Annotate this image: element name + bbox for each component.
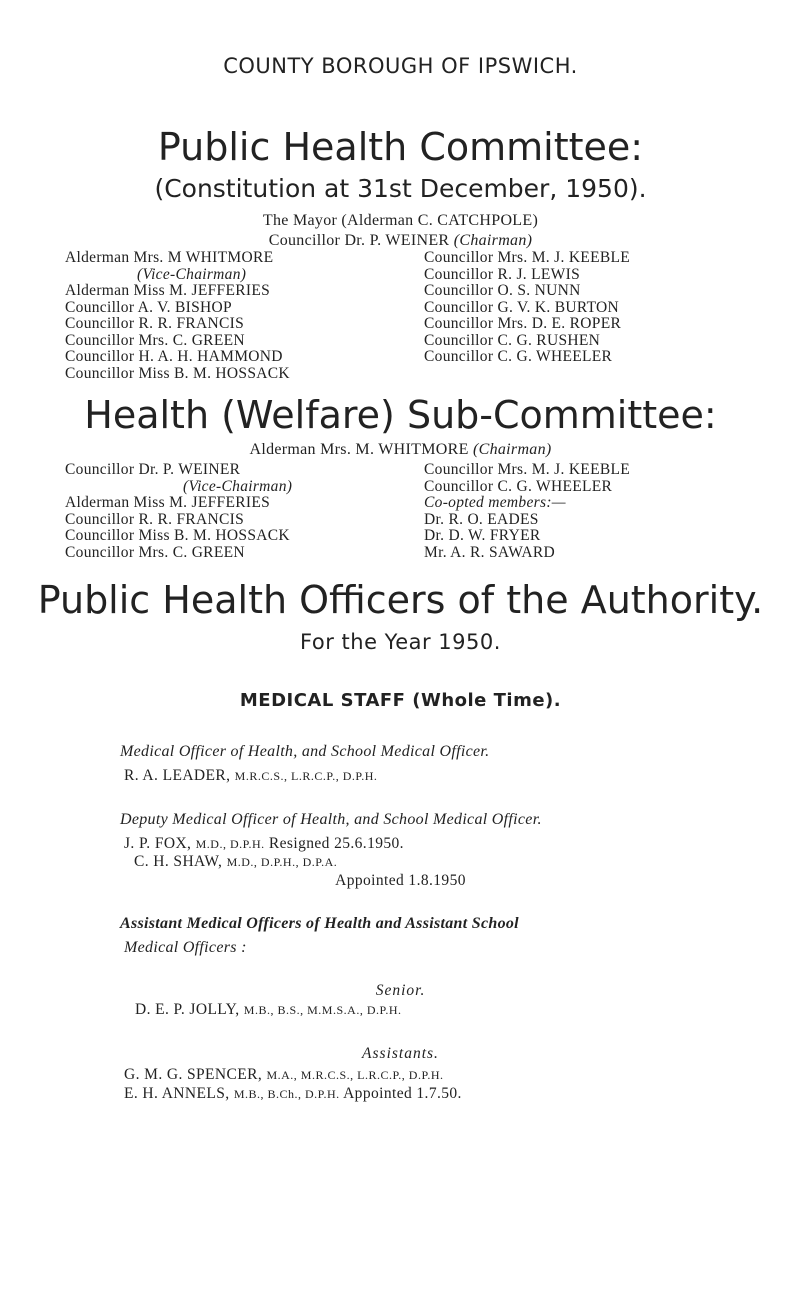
member: Councillor C. G. WHEELER [424,477,613,495]
dmo-1-note: Resigned 25.6.1950. [268,835,404,852]
member-role: (Vice-Chairman) [137,265,247,283]
dmo-2-qualifications: M.D., D.P.H., D.P.A. [226,855,338,869]
member: Councillor G. V. K. BURTON [424,298,620,316]
member: Councillor C. G. RUSHEN [424,331,601,349]
member: Councillor Dr. P. WEINER [65,461,241,478]
senior-heading: Senior. [375,982,426,999]
senior-qualifications: M.B., B.S., M.M.S.A., D.P.H. [243,1003,402,1017]
member: Dr. D. W. FRYER [424,527,541,544]
dmo-entry-1 [124,835,404,853]
committee-title: Public Health Committee: [157,125,644,169]
dmo-1-name: J. P. FOX, [124,835,192,852]
subcommittee-chair-line [0,441,801,459]
amo-title-line-2: Medical Officers : [124,939,247,956]
amo-title-line-1: Assistant Medical Officers of Health and Assistant School [120,915,519,932]
member: Alderman Miss M. JEFFERIES [65,494,271,511]
member: Alderman Mrs. M WHITMORE [65,249,274,266]
member: Councillor Mrs. C. GREEN [65,543,245,561]
dmo-entry-2 [134,853,337,871]
committee-members-right [424,250,630,366]
senior-name: D. E. P. JOLLY, [135,1001,240,1018]
borough-heading: COUNTY BOROUGH OF IPSWICH. [223,54,578,78]
member: Councillor R. J. LEWIS [424,265,580,283]
assistant-1-name: G. M. G. SPENCER, [124,1066,263,1083]
member: Councillor O. S. NUNN [424,282,581,299]
officers-title: Public Health Officers of the Authority. [37,578,764,622]
committee-members-left [65,250,290,382]
assistant-entry-2 [124,1085,462,1103]
member: Councillor Mrs. M. J. KEEBLE [424,249,631,266]
moh-title: Medical Officer of Health, and School Medical Officer. [120,743,490,760]
member: Dr. R. O. EADES [424,510,539,528]
subcommittee-chair-name: Alderman Mrs. M. WHITMORE [249,441,469,458]
assistants-heading: Assistants. [362,1045,439,1062]
moh-entry [124,767,377,785]
chairman-name: Councillor Dr. P. WEINER [268,232,450,249]
subcommittee-chair-role: (Chairman) [472,441,552,458]
member: Councillor Mrs. D. E. ROPER [424,315,622,332]
constitution-line: (Constitution at 31st December, 1950). [154,174,647,203]
moh-qualifications: M.R.C.S., L.R.C.P., D.P.H. [234,769,378,783]
assistant-2-qualifications: M.B., B.Ch., D.P.H. [233,1087,340,1101]
member: Councillor Miss B. M. HOSSACK [65,364,290,382]
assistant-2-note: Appointed 1.7.50. [343,1085,462,1102]
member: Councillor R. R. FRANCIS [65,315,245,332]
officers-year: For the Year 1950. [300,630,501,654]
member: Councillor H. A. H. HAMMOND [65,348,283,365]
medical-staff-heading: MEDICAL STAFF (Whole Time). [239,690,562,711]
dmo-2-name: C. H. SHAW, [134,853,223,870]
dmo-1-qualifications: M.D., D.P.H. [195,837,265,851]
member: Councillor A. V. BISHOP [65,298,232,316]
member: Councillor Mrs. C. GREEN [65,331,245,349]
member: Councillor Mrs. M. J. KEEBLE [424,461,631,478]
chairman-role: (Chairman) [453,232,533,249]
member: Councillor Miss B. M. HOSSACK [65,527,290,544]
coopted-heading: Co-opted members:— [424,494,566,511]
assistant-2-name: E. H. ANNELS, [124,1085,230,1102]
assistant-1-qualifications: M.A., M.R.C.S., L.R.C.P., D.P.H. [266,1068,444,1082]
dmo-2-note: Appointed 1.8.1950 [335,872,466,889]
member: Alderman Miss M. JEFFERIES [65,282,271,299]
chairman-line [0,232,801,250]
member: Councillor C. G. WHEELER [424,348,613,365]
member-role: (Vice-Chairman) [183,477,293,495]
member: Mr. A. R. SAWARD [424,543,556,561]
moh-name: R. A. LEADER, [124,767,231,784]
mayor-line: The Mayor (Alderman C. CATCHPOLE) [262,212,539,229]
dmo-title: Deputy Medical Officer of Health, and School Medical Officer. [120,811,542,828]
senior-entry [135,1001,402,1019]
member: Councillor R. R. FRANCIS [65,510,245,528]
subcommittee-members-left [65,462,292,561]
subcommittee-members-right [424,462,630,561]
subcommittee-title: Health (Welfare) Sub-Committee: [84,393,717,437]
assistant-entry-1 [124,1066,443,1084]
